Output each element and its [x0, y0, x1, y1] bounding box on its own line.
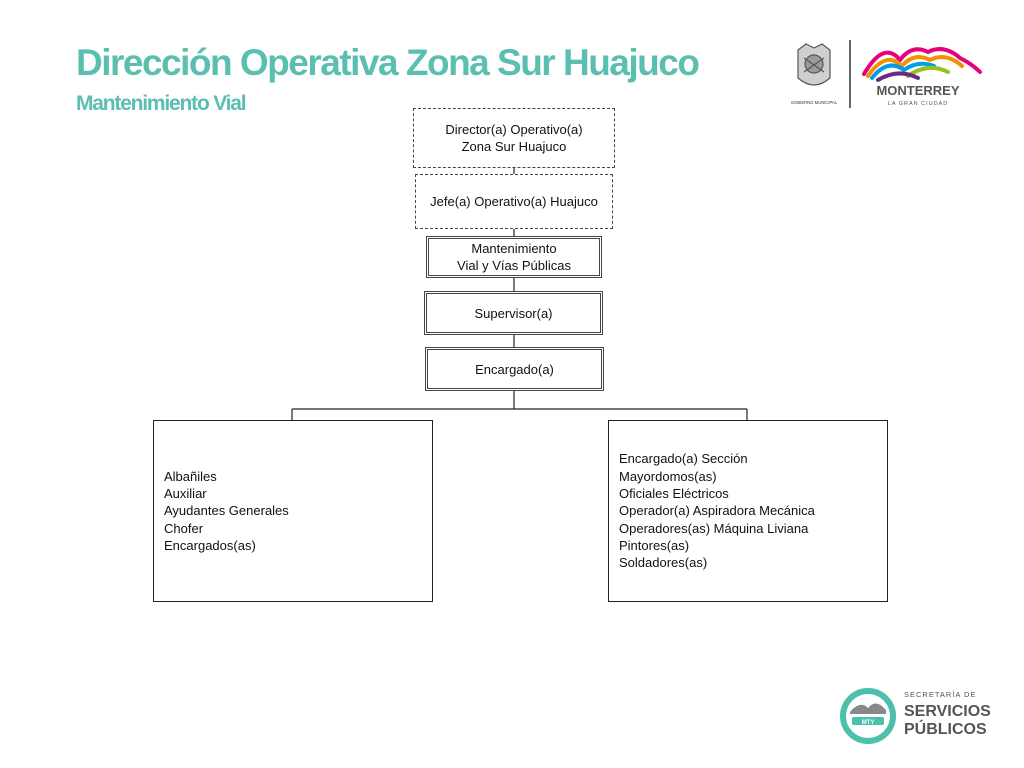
page-title: Dirección Operativa Zona Sur Huajuco [76, 42, 699, 83]
publicos-label: PÚBLICOS [904, 721, 987, 738]
left-staff-box [153, 420, 433, 602]
director-label: Director(a) Operativo(a) Zona Sur Huajuco [445, 122, 583, 154]
servicios-label: SERVICIOS [904, 703, 991, 720]
list-item: Chofer [164, 520, 204, 536]
secretaria-label: SECRETARÍA DE [904, 690, 977, 699]
city-name: MONTERREY [876, 83, 960, 98]
list-item: Auxiliar [164, 486, 207, 502]
list-item: Albañiles [164, 468, 217, 484]
left-staff-list [164, 468, 289, 554]
right-staff-box [608, 420, 888, 602]
seal-caption: GOBIERNO MUNICIPAL [790, 100, 838, 105]
mty-badge: MTY [861, 720, 875, 726]
servicios-publicos-logo [838, 684, 1008, 753]
director-box [413, 108, 615, 168]
list-item: Mayordomos(as) [619, 468, 717, 484]
list-item: Oficiales Eléctricos [619, 486, 729, 502]
area-label: Mantenimiento Vial y Vías Públicas [457, 241, 571, 273]
list-item: Encargados(as) [164, 537, 256, 553]
jefe-label: Jefe(a) Operativo(a) Huajuco [430, 194, 598, 209]
list-item: Soldadores(as) [619, 555, 708, 571]
area-box [426, 236, 602, 278]
supervisor-box [424, 291, 603, 335]
list-item: Pintores(as) [619, 537, 690, 553]
list-item: Operador(a) Aspiradora Mecánica [619, 503, 815, 519]
jefe-box [415, 174, 613, 229]
list-item: Ayudantes Generales [164, 503, 289, 519]
page-subtitle: Mantenimiento Vial [76, 92, 246, 115]
servicios-publicos-icon [838, 684, 1008, 748]
supervisor-label: Supervisor(a) [474, 305, 553, 321]
list-item: Operadores(as) Máquina Liviana [619, 520, 809, 536]
city-tagline: LA GRAN CIUDAD [887, 101, 949, 107]
encargado-box [425, 347, 604, 391]
right-staff-list [619, 450, 815, 571]
encargado-label: Encargado(a) [475, 361, 554, 377]
list-item: Encargado(a) Sección [619, 451, 748, 467]
